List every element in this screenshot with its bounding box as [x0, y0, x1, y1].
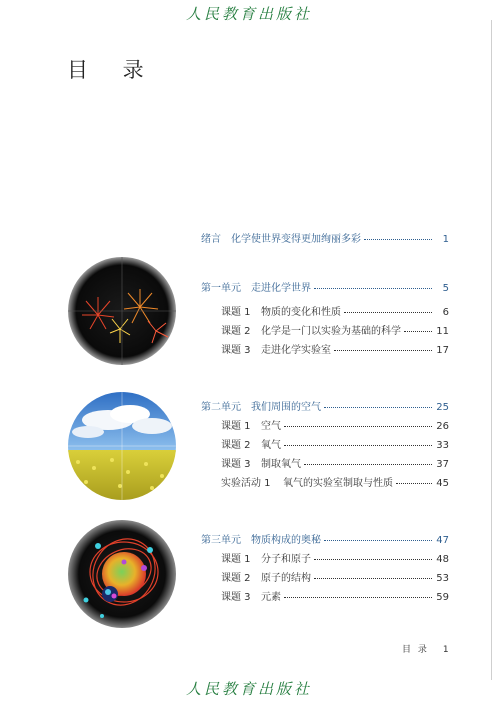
toc-unit-1-label: 第一单元 走进化学世界	[201, 283, 311, 294]
atom-model-image	[68, 520, 176, 628]
page-footer	[402, 642, 451, 655]
lesson-title: 制取氧气	[261, 459, 301, 470]
toc-lesson[interactable]	[221, 436, 449, 451]
toc-unit-1[interactable]	[201, 279, 449, 294]
toc-leader	[404, 331, 432, 332]
footer-page-number: 1	[442, 645, 451, 655]
lesson-number: 课题 3	[221, 592, 251, 603]
lesson-page: 53	[436, 573, 449, 584]
toc-unit-3-label: 第三单元 物质构成的奥秘	[201, 535, 321, 546]
publisher-header: 人民教育出版社	[185, 5, 312, 23]
lesson-number: 课题 3	[221, 459, 251, 470]
toc-leader	[304, 464, 432, 465]
toc-lesson[interactable]	[221, 569, 449, 584]
page-edge	[491, 20, 492, 680]
lesson-page: 11	[436, 326, 449, 337]
lesson-number: 课题 3	[221, 345, 251, 356]
toc-leader	[396, 483, 432, 484]
toc-leader	[314, 288, 432, 289]
toc-leader	[324, 540, 432, 541]
lesson-page: 6	[442, 307, 449, 318]
toc-lesson[interactable]	[221, 341, 449, 356]
lesson-page: 48	[436, 554, 449, 565]
page-title: 目 录	[67, 58, 158, 82]
lesson-number: 课题 2	[221, 326, 251, 337]
lesson-title: 氧气	[261, 440, 281, 451]
toc-lesson[interactable]	[221, 417, 449, 432]
toc-leader	[324, 407, 432, 408]
footer-label: 目 录	[402, 645, 429, 655]
lesson-number: 课题 1	[221, 307, 251, 318]
lesson-number: 课题 1	[221, 421, 251, 432]
toc-intro-label: 绪言 化学使世界变得更加绚丽多彩	[201, 234, 361, 245]
toc-unit-3[interactable]	[201, 531, 449, 546]
lesson-number: 实验活动 1	[221, 478, 271, 489]
lesson-number: 课题 1	[221, 554, 251, 565]
toc-lesson[interactable]	[221, 455, 449, 470]
toc-intro-page: 1	[442, 234, 449, 245]
lesson-page: 17	[436, 345, 449, 356]
toc-lesson[interactable]	[221, 322, 449, 337]
toc-unit-2-label: 第二单元 我们周围的空气	[201, 402, 321, 413]
toc-intro[interactable]	[201, 230, 449, 245]
lesson-number: 课题 2	[221, 440, 251, 451]
publisher-footer: 人民教育出版社	[185, 680, 312, 698]
toc-leader	[334, 350, 432, 351]
toc-unit-3-page: 47	[436, 535, 449, 546]
lesson-title: 分子和原子	[261, 554, 311, 565]
lesson-title: 空气	[261, 421, 281, 432]
lesson-title: 元素	[261, 592, 281, 603]
lesson-page: 26	[436, 421, 449, 432]
toc-lesson[interactable]	[221, 474, 449, 489]
toc-lesson[interactable]	[221, 588, 449, 603]
toc-leader	[314, 559, 432, 560]
toc-unit-2[interactable]	[201, 398, 449, 413]
toc-leader	[284, 426, 432, 427]
lesson-page: 59	[436, 592, 449, 603]
lesson-page: 45	[436, 478, 449, 489]
lesson-page: 37	[436, 459, 449, 470]
lesson-page: 33	[436, 440, 449, 451]
toc-leader	[284, 445, 432, 446]
toc-unit-1-page: 5	[442, 283, 449, 294]
lesson-title: 化学是一门以实验为基础的科学	[261, 326, 401, 337]
toc-lesson[interactable]	[221, 303, 449, 318]
lesson-number: 课题 2	[221, 573, 251, 584]
toc-leader	[284, 597, 432, 598]
toc-leader	[314, 578, 432, 579]
sky-field-image	[68, 392, 176, 500]
toc-leader	[344, 312, 432, 313]
toc-leader	[364, 239, 432, 240]
lesson-title: 原子的结构	[261, 573, 311, 584]
lesson-title: 氧气的实验室制取与性质	[283, 478, 393, 489]
fireworks-image	[68, 257, 176, 365]
lesson-title: 走进化学实验室	[261, 345, 331, 356]
toc-unit-2-page: 25	[436, 402, 449, 413]
toc-lesson[interactable]	[221, 550, 449, 565]
lesson-title: 物质的变化和性质	[261, 307, 341, 318]
